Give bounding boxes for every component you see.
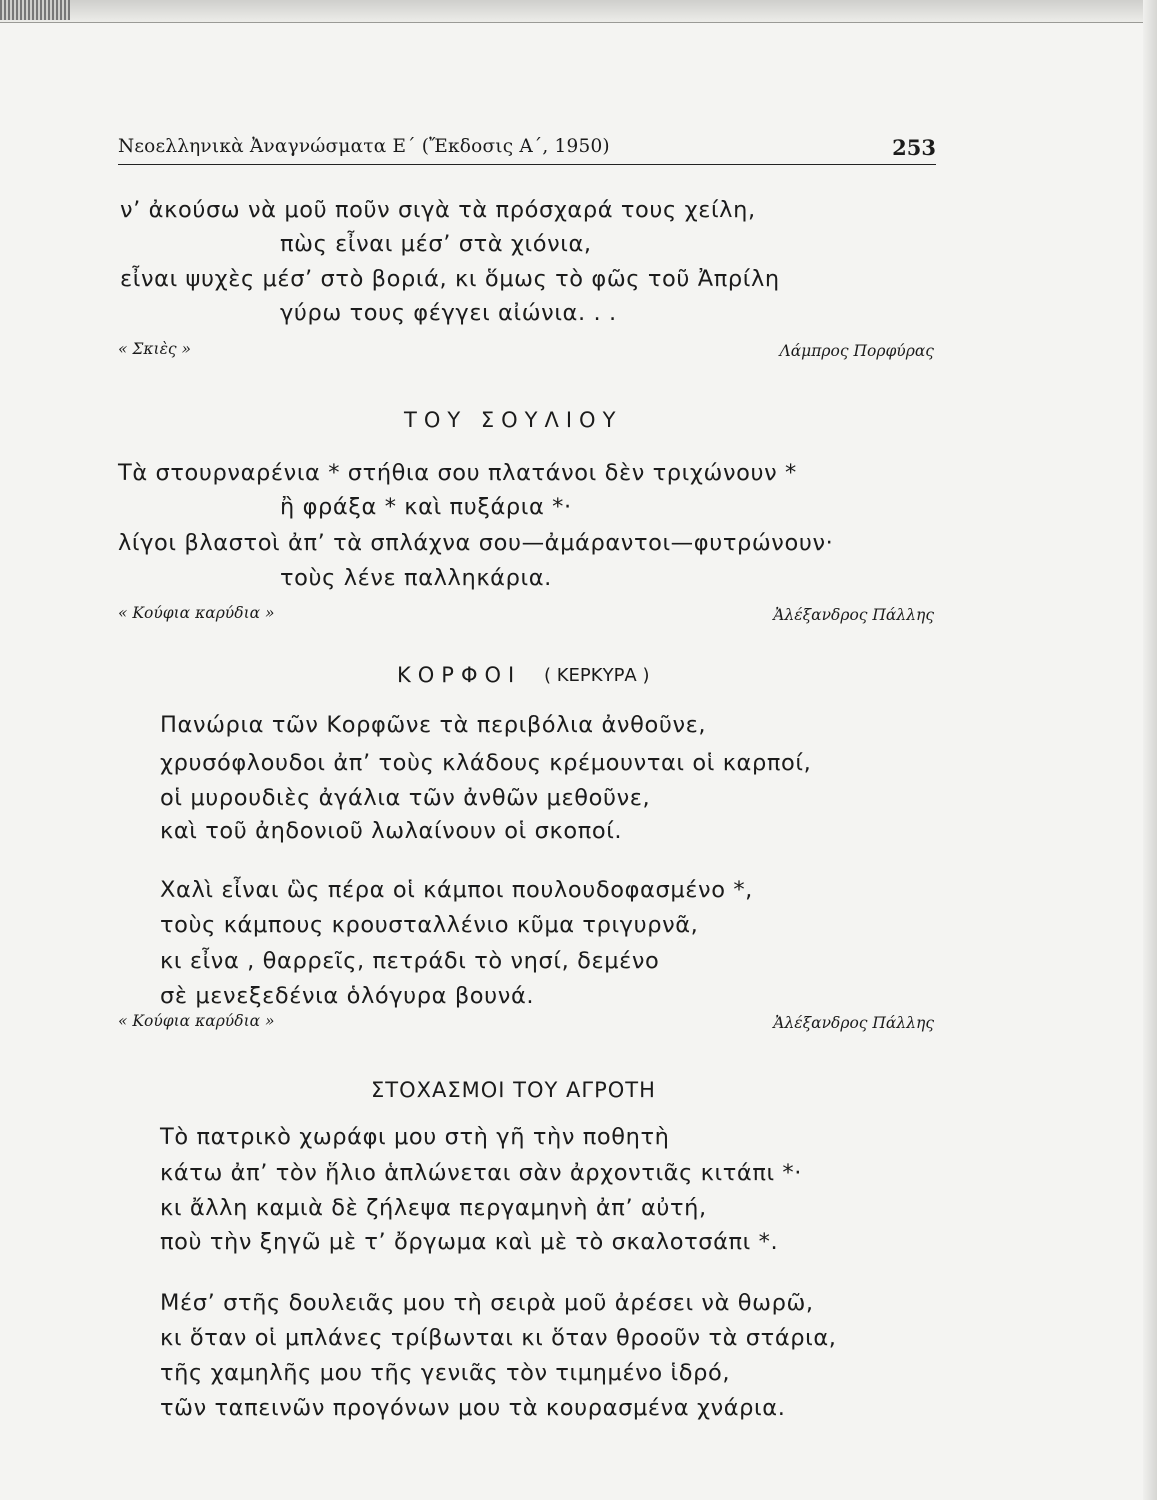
poem4-line: κι ὅταν οἱ μπλάνες τρίβωνται κι ὅταν θροοῦν τὰ στάρια,: [160, 1325, 837, 1351]
poem3-line: καὶ τοῦ ἀηδονιοῦ λωλαίνουν οἱ σκοποί.: [160, 818, 623, 844]
poem3-line: τοὺς κάμπους κρουσταλλένιο κῦμα τριγυρνᾶ,: [160, 912, 699, 938]
poem2-line: ἢ φράξα * καὶ πυξάρια *·: [280, 494, 572, 520]
poem3-source: « Κούφια καρύδια »: [118, 1012, 275, 1030]
poem2-title: ΤΟΥ ΣΟΥΛΙΟΥ: [404, 408, 623, 432]
poem1-line: πὼς εἶναι μέσ’ στὰ χιόνια,: [280, 231, 592, 257]
poem4-line: ποὺ τὴν ξηγῶ μὲ τ’ ὄργωμα καὶ μὲ τὸ σκαλοτσάπι *.: [160, 1229, 779, 1255]
poem1-line: ν’ ἀκούσω νὰ μοῦ ποῦν σιγὰ τὰ πρόσχαρά τους χείλη,: [120, 197, 756, 223]
header-title: Νεοελληνικὰ Ἀναγνώσματα Ε΄ (Ἔκδοσις Α΄, 1950): [118, 136, 610, 157]
poem4-line: τῶν ταπεινῶν προγόνων μου τὰ κουρασμένα χνάρια.: [160, 1395, 786, 1421]
poem3-line: Πανώρια τῶν Κορφῶνε τὰ περιβόλια ἀνθοῦνε,: [160, 712, 707, 738]
poem2-source: « Κούφια καρύδια »: [118, 604, 275, 622]
poem2-author: Ἀλέξανδρος Πάλλης: [773, 606, 934, 624]
page-top-edge: [0, 0, 1157, 23]
poem3-title: ΚΟΡΦΟΙ: [397, 663, 522, 687]
poem1-line: εἶναι ψυχὲς μέσ’ στὸ βοριά, κι ὅμως τὸ φῶς τοῦ Ἀπρίλη: [120, 266, 780, 292]
poem1-source: « Σκιὲς »: [118, 340, 192, 358]
poem1-author: Λάμπρος Πορφύρας: [779, 342, 934, 360]
poem3-subtitle: ( ΚΕΡΚΥΡΑ ): [544, 665, 650, 686]
page-right-edge: [1143, 0, 1157, 1500]
poem4-line: Μέσ’ στῆς δουλειᾶς μου τὴ σειρὰ μοῦ ἀρέσει νὰ θωρῶ,: [160, 1290, 814, 1316]
book-spine-edge: [0, 0, 70, 20]
poem3-line: σὲ μενεξεδένια ὁλόγυρα βουνά.: [160, 983, 535, 1009]
poem2-line: λίγοι βλαστοὶ ἀπ’ τὰ σπλάχνα σου—ἀμάραντοι—φυτρώνουν·: [118, 530, 834, 556]
poem4-title: ΣΤΟΧΑΣΜΟΙ ΤΟΥ ΑΓΡΟΤΗ: [371, 1078, 656, 1102]
poem4-line: κάτω ἀπ’ τὸν ἥλιο ἁπλώνεται σὰν ἀρχοντιᾶς κιτάπι *·: [160, 1160, 803, 1186]
poem3-line: κι εἶνα , θαρρεῖς, πετράδι τὸ νησί, δεμένο: [160, 948, 660, 974]
poem3-line: Χαλὶ εἶναι ὣς πέρα οἱ κάμποι πουλουδοφασμένο *,: [160, 877, 753, 903]
poem3-line: χρυσόφλουδοι ἀπ’ τοὺς κλάδους κρέμουνται οἱ καρποί,: [160, 750, 812, 776]
poem1-line: γύρω τους φέγγει αἰώνια. . .: [280, 300, 617, 326]
poem3-line: οἱ μυρουδιὲς ἀγάλια τῶν ἀνθῶν μεθοῦνε,: [160, 785, 651, 811]
poem4-line: τῆς χαμηλῆς μου τῆς γενιᾶς τὸν τιμημένο ἱδρό,: [160, 1360, 731, 1386]
poem2-line: τοὺς λένε παλληκάρια.: [280, 565, 552, 591]
poem4-line: κι ἄλλη καμιὰ δὲ ζήλεψα περγαμηνὴ ἀπ’ αὐτή,: [160, 1195, 707, 1221]
poem4-line: Τὸ πατρικὸ χωράφι μου στὴ γῆ τὴν ποθητὴ: [160, 1124, 670, 1150]
running-header: [118, 136, 936, 165]
page-number: 253: [892, 135, 936, 160]
poem3-author: Ἀλέξανδρος Πάλλης: [773, 1014, 934, 1032]
poem2-line: Τὰ στουρναρένια * στήθια σου πλατάνοι δὲν τριχώνουν *: [118, 460, 797, 486]
